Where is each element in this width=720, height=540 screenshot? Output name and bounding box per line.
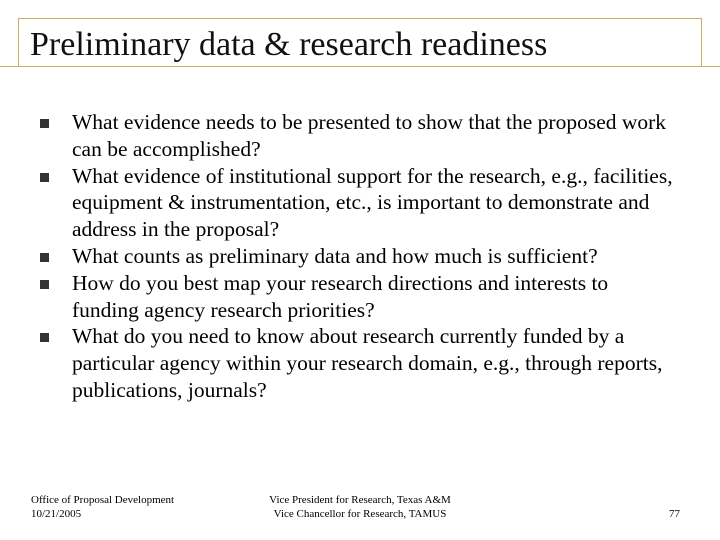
bullet-text: What evidence of institutional support for the research, e.g., facilities, equipment & instrumentation, etc., is important to demonstrate and address in the proposal? [72,163,673,242]
bullet-item [40,109,680,163]
square-bullet-icon [40,280,49,289]
bullet-text: What counts as preliminary data and how much is sufficient? [72,243,598,268]
square-bullet-icon [40,253,49,262]
square-bullet-icon [40,333,49,342]
bullet-item [40,270,680,324]
title-underline [0,66,720,67]
footer-vc-line: Vice Chancellor for Research, TAMUS [273,508,447,520]
square-bullet-icon [40,119,49,128]
bullet-text: What evidence needs to be presented to show that the proposed work can be accomplished? [72,110,667,161]
slide-title: Preliminary data & research readiness [30,26,548,63]
bullet-item [40,163,680,243]
bullet-item [40,323,680,403]
bullet-item [40,243,680,270]
footer-center [200,493,520,521]
bullet-text: How do you best map your research directions and interests to funding agency research priorities? [72,270,609,322]
title-frame-left-line [18,18,19,66]
bullet-list [40,109,680,404]
page-number: 77 [669,508,680,520]
bullet-text: What do you need to know about research currently funded by a particular agency within your research domain, e.g., through reports, publications, journals? [72,324,663,402]
footer-office: Office of Proposal Development [31,494,175,506]
footer-left [31,493,174,521]
footer-vp-line: Vice President for Research, Texas A&M [269,494,451,506]
title-frame-top-line [18,18,702,19]
footer-date: 10/21/2005 [31,508,82,520]
title-frame-right-line [701,18,702,66]
square-bullet-icon [40,173,49,182]
